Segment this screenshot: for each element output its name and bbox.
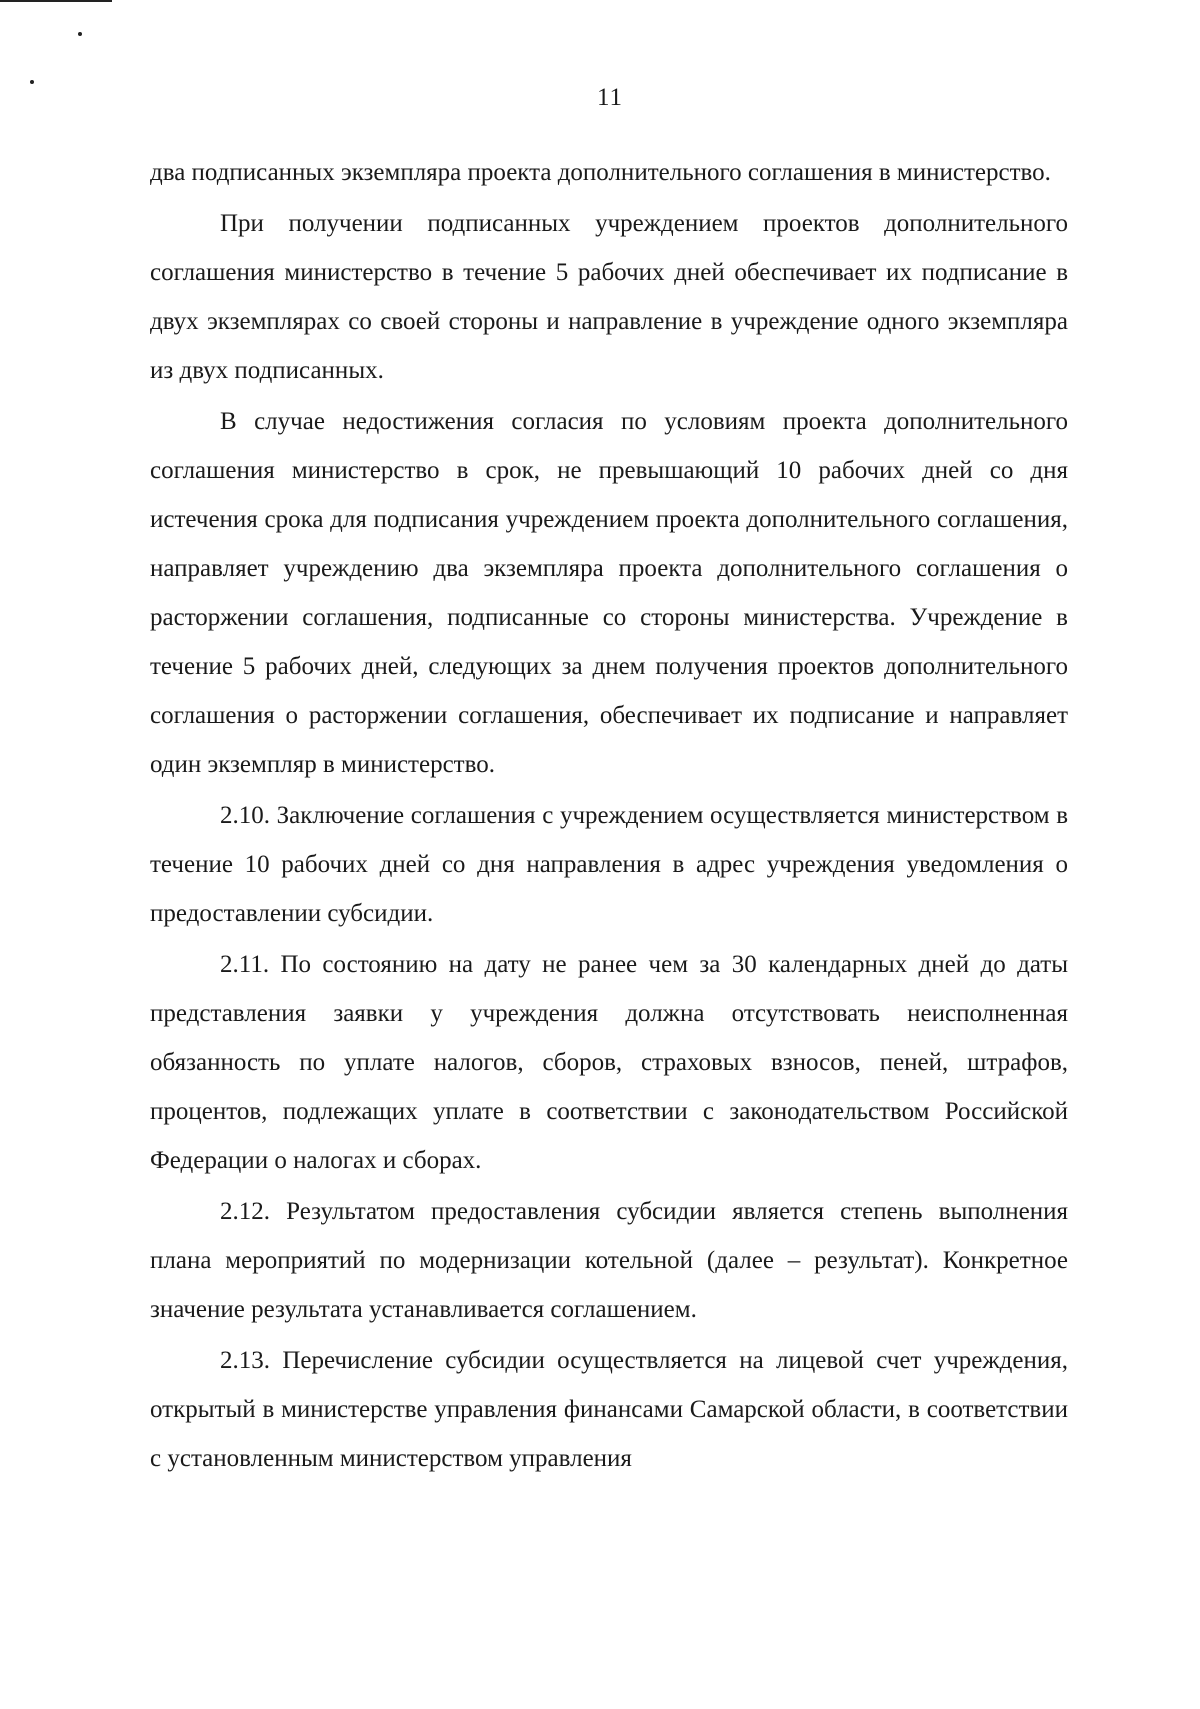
scan-edge-line [0, 0, 112, 2]
paragraph-2-12: 2.12. Результатом предоставления субсидии является степень выполнения плана мероприятий по модернизации котельной (далее – результат). Конкретное значение результата устанавливается соглашением. [150, 1198, 1068, 1323]
paragraph-disagreement: В случае недостижения согласия по условиям проекта дополнительного соглашения министерство в срок, не превышающий 10 рабочих дней со дня истечения срока для подписания учреждением проекта дополнительного соглашения, направляет учреждению два экземпляра проекта дополнительного соглашения о расторжении соглашения, подписанные со стороны министерства. Учреждение в течение 5 рабочих дней, следующих за днем получения проектов дополнительного соглашения о расторжении соглашения, обеспечивает их подписание и направляет один экземпляр в министерство. [150, 408, 1068, 778]
page-number: 11 [596, 84, 624, 111]
paragraph-2-11: 2.11. По состоянию на дату не ранее чем за 30 календарных дней до даты представления заявки у учреждения должна отсутствовать неисполненная обязанность по уплате налогов, сборов, страховых взносов, пеней, штрафов, процентов, подлежащих уплате в соответствии с законодательством Российской Федерации о налогах и сборах. [150, 951, 1068, 1174]
paragraph-2-13: 2.13. Перечисление субсидии осуществляется на лицевой счет учреждения, открытый в министерстве управления финансами Самарской области, в соответствии с установленным министерством управления [150, 1347, 1068, 1472]
document-body [150, 148, 1068, 1483]
scan-dot [78, 32, 82, 36]
paragraph-signing-procedure: При получении подписанных учреждением проектов дополнительного соглашения министерство в течение 5 рабочих дней обеспечивает их подписание в двух экземплярах со своей стороны и направление в учреждение одного экземпляра из двух подписанных. [150, 210, 1068, 384]
paragraph-2-10: 2.10. Заключение соглашения с учреждением осуществляется министерством в течение 10 рабочих дней со дня направления в адрес учреждения уведомления о предоставлении субсидии. [150, 802, 1068, 927]
paragraph-continuation: два подписанных экземпляра проекта дополнительного соглашения в министерство. [150, 159, 1051, 186]
